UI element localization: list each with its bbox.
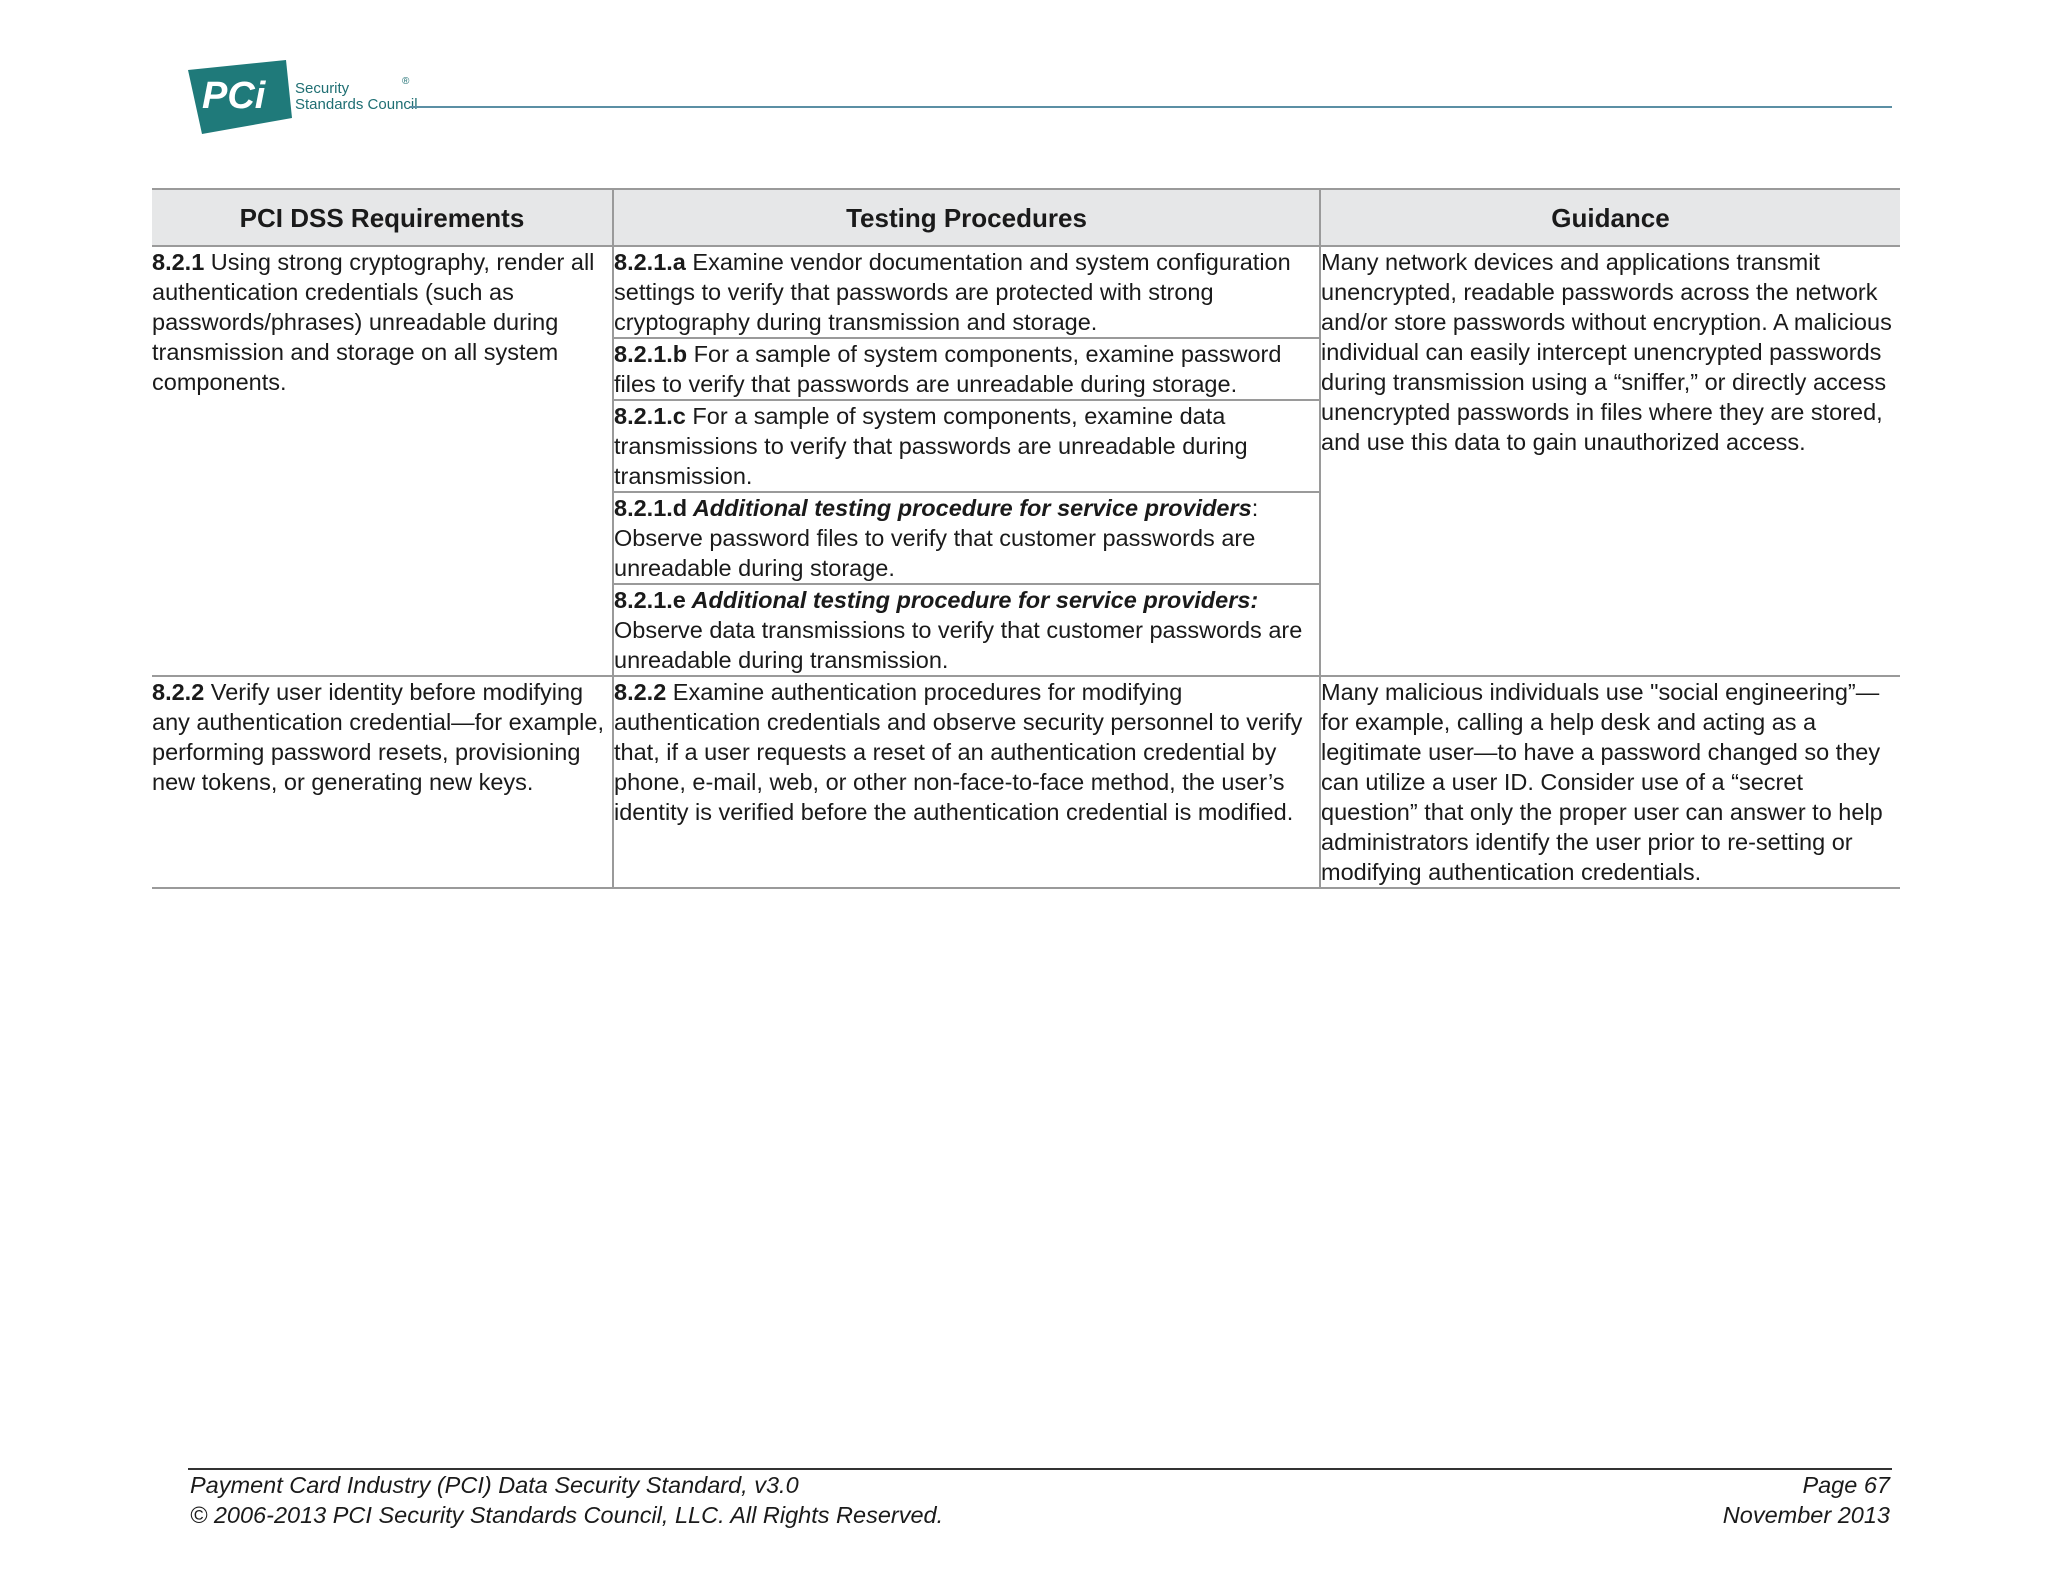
requirement-text: Verify user identity before modifying any authentication credential—for example, performing password resets, provisioning new tokens, or generating new keys. bbox=[152, 679, 604, 795]
procedure-cell bbox=[613, 676, 1320, 888]
guidance-text: Many malicious individuals use "social engineering”—for example, calling a help desk and acting as a legitimate user—to have a password changed so they can utilize a user ID. Consider use of a “secret question” that only the proper user can answer to help administrators identify the user prior to re-setting or modifying authentication credentials. bbox=[1321, 679, 1883, 885]
requirement-text: Using strong cryptography, render all authentication credentials (such as passwords/phrases) unreadable during transmission and storage on all system components. bbox=[152, 249, 595, 395]
table-header-row bbox=[152, 189, 1900, 246]
procedure-cell bbox=[613, 338, 1320, 400]
guidance-cell bbox=[1320, 246, 1900, 676]
logo-line2: Standards Council bbox=[295, 96, 418, 113]
logo-wordmark bbox=[295, 81, 418, 113]
guidance-cell bbox=[1320, 676, 1900, 888]
procedure-text: Observe data transmissions to verify that customer passwords are unreadable during transmission. bbox=[614, 617, 1303, 673]
procedure-lead: Additional testing procedure for service providers: bbox=[685, 587, 1259, 613]
header-rule bbox=[410, 106, 1892, 108]
procedure-cell bbox=[613, 492, 1320, 584]
footer-left bbox=[190, 1470, 943, 1530]
requirement-cell bbox=[152, 246, 613, 676]
column-header-guidance: Guidance bbox=[1320, 189, 1900, 246]
guidance-text: Many network devices and applications transmit unencrypted, readable passwords across the network and/or store passwords without encryption. A malicious individual can easily intercept unencrypted passwords during transmission using a “sniffer,” or directly access unencrypted passwords in files where they are stored, and use this data to gain unauthorized access. bbox=[1321, 249, 1892, 455]
pci-logo bbox=[188, 60, 418, 134]
procedure-lead: Additional testing procedure for service providers bbox=[687, 495, 1252, 521]
requirement-cell bbox=[152, 676, 613, 888]
requirements-table bbox=[152, 188, 1900, 889]
logo-line1: Security bbox=[295, 80, 350, 97]
procedure-id: 8.2.1.a bbox=[614, 249, 686, 275]
procedure-text: Examine authentication procedures for modifying authentication credentials and observe security personnel to verify that, if a user requests a reset of an authentication credential by phone, e-mail, web, or other non-face-to-face method, the user’s identity is verified before the authentication credential is modified. bbox=[614, 679, 1303, 825]
procedure-cell bbox=[613, 246, 1320, 338]
procedure-id: 8.2.1.e bbox=[614, 587, 686, 613]
procedure-text: For a sample of system components, examine data transmissions to verify that passwords are unreadable during transmission. bbox=[614, 403, 1248, 489]
table-row bbox=[152, 246, 1900, 338]
footer-title: Payment Card Industry (PCI) Data Security Standard, v3.0 bbox=[190, 1472, 799, 1498]
procedure-id: 8.2.1.b bbox=[614, 341, 688, 367]
registered-mark: ® bbox=[402, 76, 410, 87]
column-header-testing-procedures: Testing Procedures bbox=[613, 189, 1320, 246]
page-number: Page 67 bbox=[1802, 1472, 1890, 1498]
requirement-id: 8.2.2 bbox=[152, 679, 205, 705]
footer-right bbox=[1723, 1470, 1890, 1530]
table-row bbox=[152, 676, 1900, 888]
pci-logo-icon bbox=[188, 60, 292, 134]
procedure-text: For a sample of system components, examine password files to verify that passwords are unreadable during storage. bbox=[614, 341, 1282, 397]
requirement-id: 8.2.1 bbox=[152, 249, 205, 275]
procedure-id: 8.2.1.c bbox=[614, 403, 686, 429]
logo-mark: PCi bbox=[202, 75, 266, 117]
procedure-cell bbox=[613, 584, 1320, 676]
procedure-text: Examine vendor documentation and system configuration settings to verify that passwords are protected with strong cryptography during transmission and storage. bbox=[614, 249, 1291, 335]
procedure-id: 8.2.2 bbox=[614, 679, 667, 705]
footer-copyright: © 2006-2013 PCI Security Standards Council, LLC. All Rights Reserved. bbox=[190, 1502, 944, 1528]
procedure-id: 8.2.1.d bbox=[614, 495, 688, 521]
procedure-cell bbox=[613, 400, 1320, 492]
column-header-requirements: PCI DSS Requirements bbox=[152, 189, 613, 246]
procedure-text: : Observe password files to verify that customer passwords are unreadable during storage. bbox=[614, 495, 1259, 581]
footer-date: November 2013 bbox=[1722, 1502, 1890, 1528]
